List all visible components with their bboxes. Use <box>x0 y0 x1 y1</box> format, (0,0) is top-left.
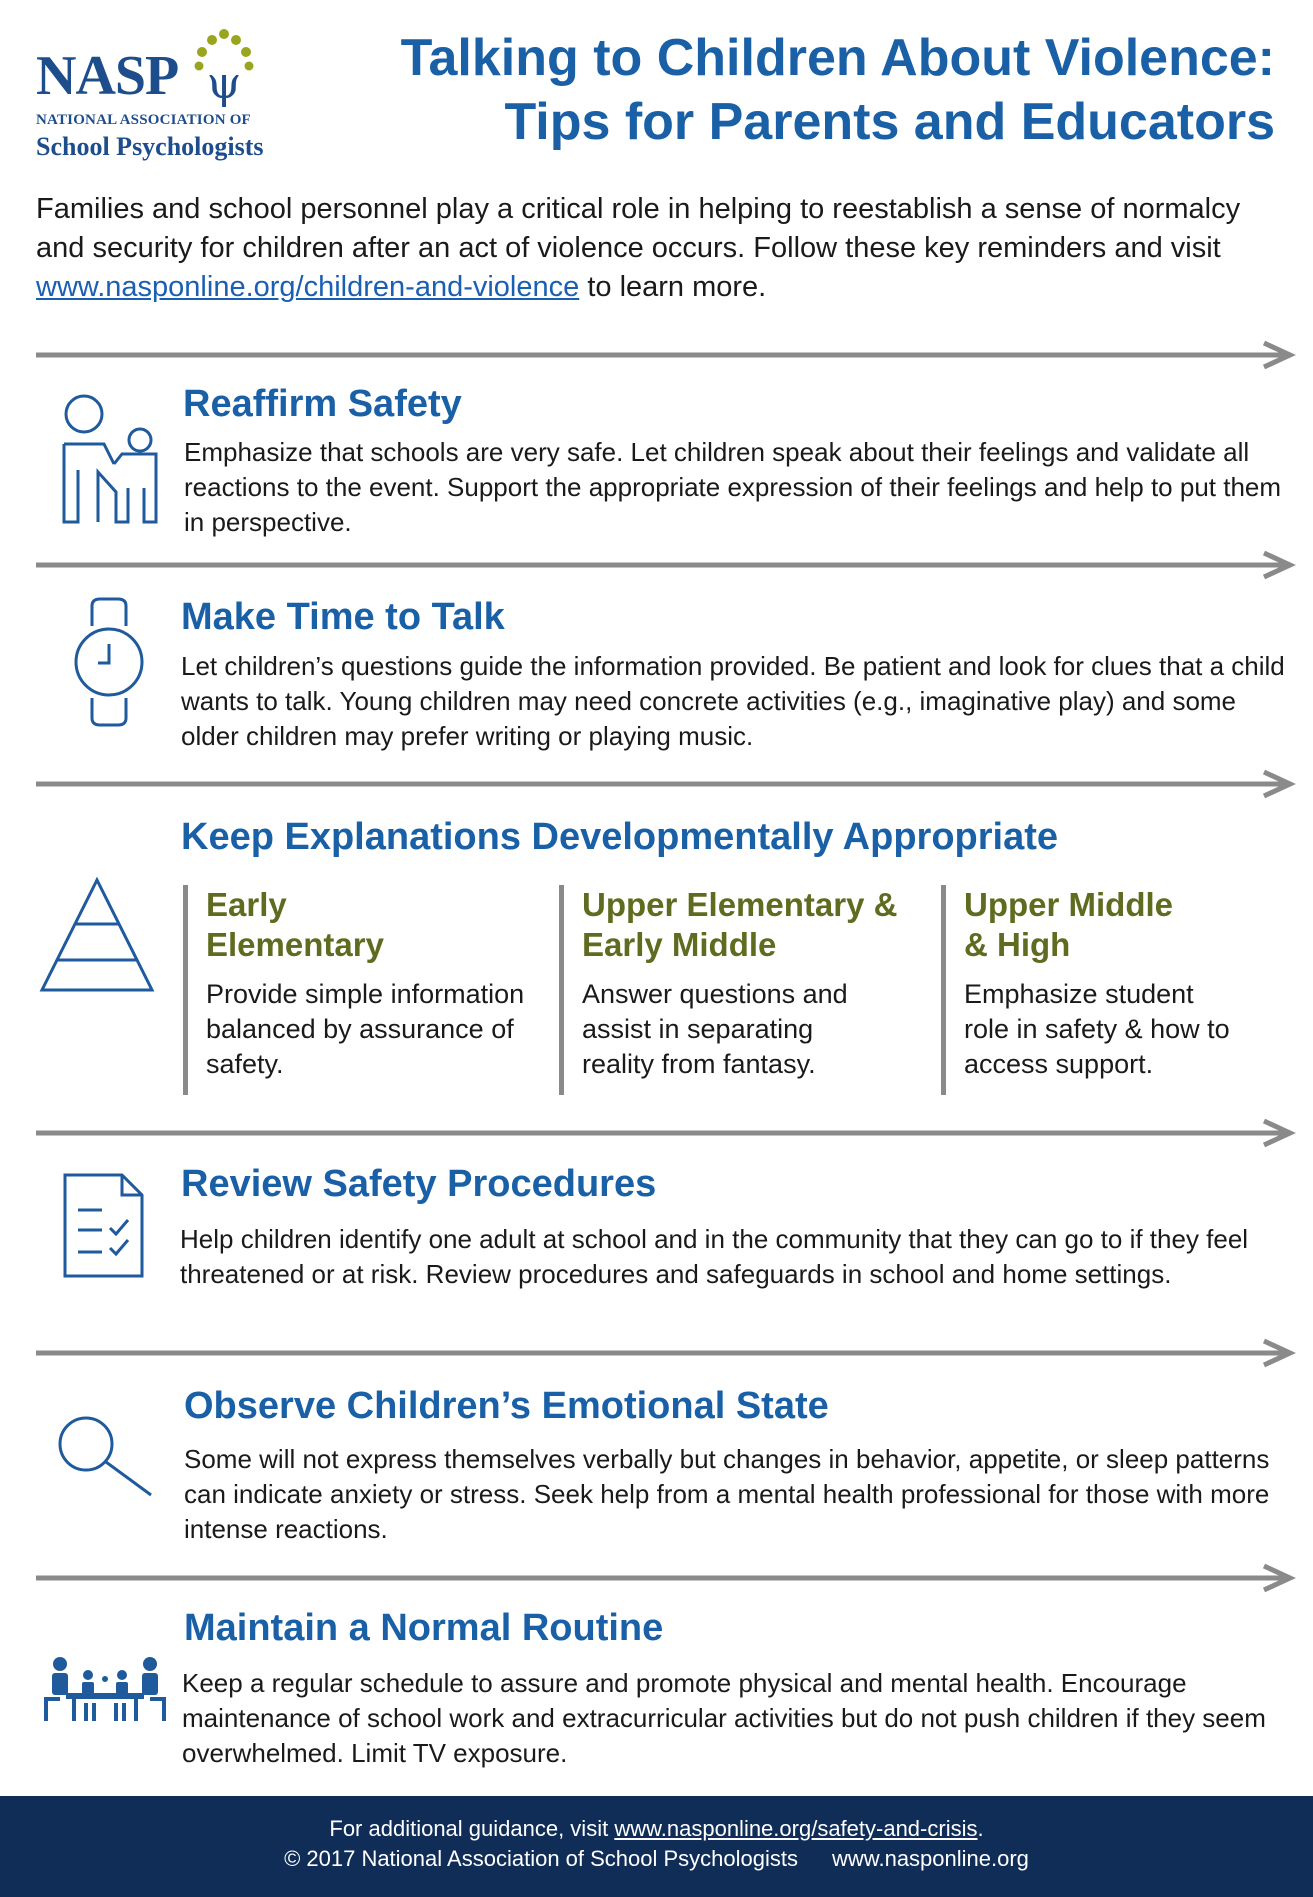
title-line-1: Talking to Children About Violence: <box>400 29 1275 87</box>
copyright-text: © 2017 National Association of School Psychologists <box>284 1846 799 1871</box>
section-title-normal-routine: Maintain a Normal Routine <box>184 1607 664 1649</box>
section-body-normal-routine: Keep a regular schedule to assure and promote physical and mental health. Encourage maintenance of school work and extracurricular activities but do not push children if they seem overwhelmed. Limit TV exposure. <box>182 1668 1266 1768</box>
svg-text:ψ: ψ <box>206 58 242 109</box>
footer-suffix: . <box>977 1816 984 1841</box>
checklist-icon <box>62 1172 146 1280</box>
arrow-divider <box>36 769 1296 799</box>
nasp-logo[interactable] <box>36 26 276 166</box>
watch-icon <box>72 596 146 728</box>
column-title: Upper Middle & High <box>964 886 1174 963</box>
logo-org-line2: School Psychologists <box>36 132 264 161</box>
logo-wordmark: NASP <box>36 45 179 107</box>
safety-crisis-link[interactable]: www.nasponline.org/safety-and-crisis <box>614 1816 978 1841</box>
arrow-divider <box>36 1118 1296 1148</box>
arrow-divider <box>36 1563 1296 1593</box>
arrow-divider <box>36 340 1296 370</box>
title-line-2: Tips for Parents and Educators <box>504 93 1275 151</box>
column-title: Upper Elementary & Early Middle <box>582 886 898 963</box>
footer-line-2 <box>0 1844 1313 1874</box>
section-title-emotional-state: Observe Children’s Emotional State <box>184 1385 829 1427</box>
logo-org-line1: NATIONAL ASSOCIATION OF <box>36 112 251 128</box>
intro-paragraph <box>36 190 1276 307</box>
section-title-make-time: Make Time to Talk <box>181 596 505 638</box>
section-body-reaffirm-safety: Emphasize that schools are very safe. Let children speak about their feelings and validate all reactions to the event. Support the appropriate expression of their feelings and help to put them in perspective. <box>184 437 1282 537</box>
column-upper-elementary <box>559 885 932 1095</box>
magnifier-icon <box>56 1416 154 1498</box>
intro-text-end: to learn more. <box>579 271 767 303</box>
section-body-safety-procedures: Help children identify one adult at school and in the community that they can go to if they feel threatened or at risk. Review procedures and safeguards in school and home settings. <box>180 1224 1249 1289</box>
parent-child-icon <box>58 392 162 528</box>
family-table-icon <box>44 1655 166 1723</box>
section-title-safety-procedures: Review Safety Procedures <box>181 1163 657 1205</box>
psi-tree-icon <box>186 26 266 116</box>
intro-text: Families and school personnel play a critical role in helping to reestablish a sense of normalcy and security for children after an act of violence occurs. Follow these key reminders and visit <box>36 193 1241 264</box>
column-body: Provide simple information balanced by assurance of safety. <box>206 979 525 1079</box>
footer-prefix: For additional guidance, visit <box>329 1816 615 1841</box>
arrow-divider <box>36 1338 1296 1368</box>
section-title-explanations: Keep Explanations Developmentally Appropriate <box>181 816 1059 858</box>
pyramid-icon <box>38 876 156 994</box>
children-violence-link[interactable]: www.nasponline.org/children-and-violence <box>36 271 580 303</box>
section-body-emotional-state: Some will not express themselves verbally but changes in behavior, appetite, or sleep patterns can indicate anxiety or stress. Seek help from a mental health professional for those with more intense reactions. <box>184 1444 1270 1544</box>
column-body: Emphasize student role in safety & how to access support. <box>964 979 1230 1079</box>
footer-bar <box>0 1796 1313 1897</box>
page-title <box>315 26 1275 154</box>
arrow-divider <box>36 550 1296 580</box>
column-title: Early Elementary <box>206 886 384 963</box>
section-title-reaffirm-safety: Reaffirm Safety <box>183 383 462 425</box>
website-link[interactable]: www.nasponline.org <box>832 1846 1029 1871</box>
column-body: Answer questions and assist in separating reality from fantasy. <box>582 979 848 1079</box>
column-upper-middle-high <box>941 885 1294 1095</box>
column-early-elementary <box>183 885 546 1095</box>
section-body-make-time: Let children’s questions guide the information provided. Be patient and look for clues that a child wants to talk. Young children may need concrete activities (e.g., imaginative play) and some older children may prefer writing or playing music. <box>181 651 1285 751</box>
footer-line-1 <box>0 1814 1313 1844</box>
